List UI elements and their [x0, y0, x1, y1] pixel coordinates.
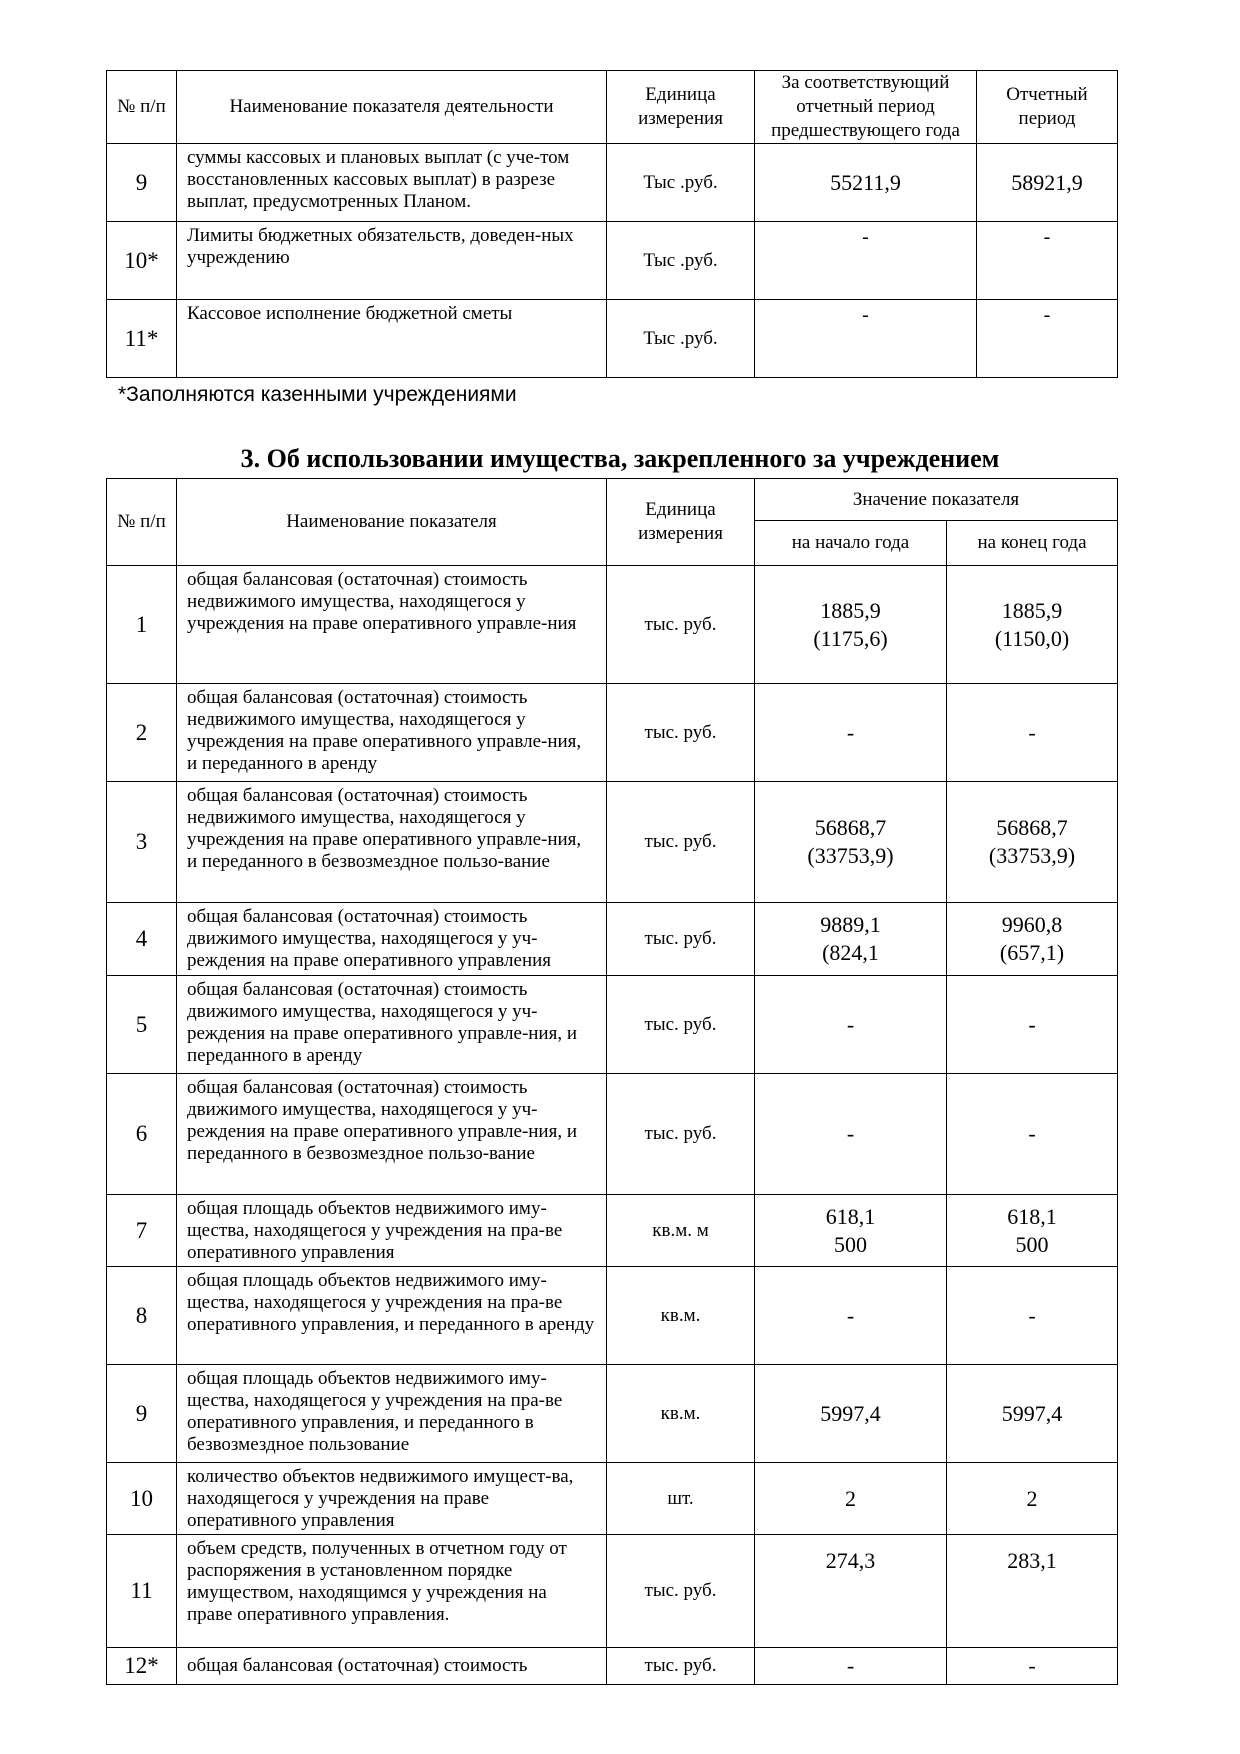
row-end-value	[947, 1267, 1118, 1365]
row-num: 12*	[107, 1648, 177, 1685]
row-num: 7	[107, 1195, 177, 1267]
row-unit: кв.м. м	[607, 1195, 755, 1267]
row-num: 6	[107, 1074, 177, 1195]
row-unit: кв.м.	[607, 1365, 755, 1463]
table-row	[107, 222, 1118, 300]
header-unit: Единица измерения	[607, 71, 755, 144]
row-end-value	[947, 782, 1118, 903]
row-unit: тыс. руб.	[607, 684, 755, 782]
table-row	[107, 903, 1118, 976]
row-name: общая балансовая (остаточная) стоимость движимого имущества, находящегося у уч-реждения на праве оперативного управле-ния, и переданного в безвозмездное пользо-вание	[177, 1074, 607, 1195]
value-line: 9889,1	[820, 912, 881, 937]
value-line: 1885,9	[1001, 597, 1063, 623]
row-unit: Тыс .руб.	[607, 300, 755, 378]
row-num: 1	[107, 566, 177, 684]
value-line: -	[1028, 1011, 1036, 1037]
row-num: 3	[107, 782, 177, 903]
value-line: -	[846, 719, 855, 745]
row-unit: тыс. руб.	[607, 566, 755, 684]
row-start-value	[755, 782, 947, 903]
value-line: -	[846, 1121, 855, 1146]
row-name: общая балансовая (остаточная) стоимость недвижимого имущества, находящегося у учреждения на праве оперативного управле-ния, и переданного в аренду	[177, 684, 607, 782]
value-line: 56868,7	[996, 815, 1068, 840]
value-line: -	[1028, 1121, 1036, 1146]
row-start-value	[755, 903, 947, 976]
header-num: № п/п	[107, 479, 177, 566]
value-line: -	[1028, 1302, 1036, 1328]
row-start-value	[755, 1648, 947, 1685]
value-line: 9960,8	[1001, 912, 1063, 937]
row-end-value	[947, 976, 1118, 1074]
row-start-value	[755, 1267, 947, 1365]
value-line: 500	[834, 1231, 867, 1257]
row-unit: тыс. руб.	[607, 976, 755, 1074]
row-name: общая площадь объектов недвижимого иму-щества, находящегося у учреждения на пра-ве оперативного управления, и переданного в безвозмездное пользование	[177, 1365, 607, 1463]
row-start-value	[755, 566, 947, 684]
value-line: (33753,9)	[988, 843, 1076, 868]
row-name: суммы кассовых и плановых выплат (с уче-том восстановленных кассовых выплат) в разрезе выплат, предусмотренных Планом.	[177, 144, 607, 222]
row-name: общая площадь объектов недвижимого иму-щества, находящегося у учреждения на пра-ве оперативного управления	[177, 1195, 607, 1267]
table-row	[107, 1365, 1118, 1463]
row-unit: тыс. руб.	[607, 782, 755, 903]
row-prev-value: -	[755, 300, 977, 378]
row-name: количество объектов недвижимого имущест-ва, находящегося у учреждения на праве оперативного управления	[177, 1463, 607, 1535]
row-unit: кв.м.	[607, 1267, 755, 1365]
value-line: -	[1028, 719, 1036, 745]
table-row	[107, 684, 1118, 782]
table-row	[107, 782, 1118, 903]
row-start-value	[755, 1074, 947, 1195]
value-line: (1150,0)	[994, 625, 1070, 651]
row-end-value	[947, 1463, 1118, 1535]
row-unit: тыс. руб.	[607, 903, 755, 976]
value-line: 5997,4	[820, 1400, 881, 1426]
value-line: -	[1028, 1653, 1036, 1678]
row-end-value	[947, 1074, 1118, 1195]
table-row	[107, 1195, 1118, 1267]
value-line: -	[846, 1653, 855, 1678]
value-line: (1175,6)	[813, 625, 888, 651]
value-line: -	[846, 1302, 855, 1328]
table-row	[107, 976, 1118, 1074]
header-num: № п/п	[107, 71, 177, 144]
header-end-of-year: на конец года	[947, 521, 1118, 566]
row-end-value	[947, 1195, 1118, 1267]
header-report-period: Отчетный период	[977, 71, 1118, 144]
row-name: общая балансовая (остаточная) стоимость движимого имущества, находящегося у уч-реждения на праве оперативного управления	[177, 903, 607, 976]
row-end-value	[947, 684, 1118, 782]
row-end-value	[947, 1535, 1118, 1648]
row-report-value: -	[977, 222, 1118, 300]
header-value: Значение показателя	[755, 479, 1118, 521]
header-name: Наименование показателя деятельности	[177, 71, 607, 144]
table-row	[107, 1463, 1118, 1535]
table-row	[107, 1074, 1118, 1195]
row-num: 5	[107, 976, 177, 1074]
performance-table	[106, 70, 1118, 378]
row-start-value	[755, 1535, 947, 1648]
row-name: Лимиты бюджетных обязательств, доведен-ных учреждению	[177, 222, 607, 300]
row-num: 10	[107, 1463, 177, 1535]
row-num: 9	[107, 144, 177, 222]
table-row	[107, 1648, 1118, 1685]
table-header-row	[107, 71, 1118, 144]
row-num: 11*	[107, 300, 177, 378]
table-row	[107, 1535, 1118, 1648]
value-line: 1885,9	[820, 597, 881, 623]
value-line: 618,1	[1007, 1203, 1057, 1229]
row-start-value	[755, 1195, 947, 1267]
value-line: 5997,4	[1001, 1400, 1063, 1426]
row-start-value	[755, 1365, 947, 1463]
row-report-value: -	[977, 300, 1118, 378]
table-row	[107, 566, 1118, 684]
value-line: 56868,7	[814, 815, 887, 840]
row-name: Кассовое исполнение бюджетной сметы	[177, 300, 607, 378]
value-line: 283,1	[1007, 1548, 1057, 1573]
value-line: 2	[1026, 1485, 1038, 1511]
table-header-row	[107, 479, 1118, 521]
row-unit: тыс. руб.	[607, 1535, 755, 1648]
row-name: общая балансовая (остаточная) стоимость недвижимого имущества, находящегося у учреждения на праве оперативного управле-ния	[177, 566, 607, 684]
row-num: 4	[107, 903, 177, 976]
value-line: 500	[1015, 1231, 1049, 1257]
value-line: 2	[845, 1485, 856, 1511]
row-prev-value: -	[755, 222, 977, 300]
row-num: 8	[107, 1267, 177, 1365]
value-line: 618,1	[825, 1203, 876, 1229]
header-prev-period: За соответствующий отчетный период предшествующего года	[755, 71, 977, 144]
row-prev-value: 55211,9	[755, 144, 977, 222]
row-unit: тыс. руб.	[607, 1648, 755, 1685]
row-unit: тыс. руб.	[607, 1074, 755, 1195]
property-table	[106, 478, 1118, 1685]
row-name: общая балансовая (остаточная) стоимость	[177, 1648, 607, 1685]
header-start-of-year: на начало года	[755, 521, 947, 566]
row-end-value	[947, 1365, 1118, 1463]
value-line: -	[846, 1011, 855, 1037]
table-row	[107, 1267, 1118, 1365]
row-num: 9	[107, 1365, 177, 1463]
value-line: (33753,9)	[807, 843, 894, 868]
table-row	[107, 144, 1118, 222]
row-num: 11	[107, 1535, 177, 1648]
value-line: (824,1	[822, 940, 879, 965]
row-start-value	[755, 1463, 947, 1535]
row-end-value	[947, 1648, 1118, 1685]
row-name: общая площадь объектов недвижимого иму-щества, находящегося у учреждения на пра-ве оперативного управления, и переданного в аренду	[177, 1267, 607, 1365]
section-title: 3. Об использовании имущества, закрепленного за учреждением	[240, 444, 1000, 473]
value-line: (657,1)	[999, 940, 1065, 965]
row-end-value	[947, 903, 1118, 976]
row-name: общая балансовая (остаточная) стоимость недвижимого имущества, находящегося у учреждения на праве оперативного управле-ния, и переданного в безвозмездное пользо-вание	[177, 782, 607, 903]
value-line: 274,3	[825, 1548, 876, 1573]
row-name: объем средств, полученных в отчетном году от распоряжения в установленном порядке имуществом, находящимся у учреждения на праве оперативного управления.	[177, 1535, 607, 1648]
row-report-value: 58921,9	[977, 144, 1118, 222]
row-unit: шт.	[607, 1463, 755, 1535]
row-unit: Тыс .руб.	[607, 144, 755, 222]
row-end-value	[947, 566, 1118, 684]
footnote: *Заполняются казенными учреждениями	[118, 383, 517, 406]
row-name: общая балансовая (остаточная) стоимость движимого имущества, находящегося у уч-реждения на праве оперативного управле-ния, и переданного в аренду	[177, 976, 607, 1074]
row-num: 10*	[107, 222, 177, 300]
header-name: Наименование показателя	[177, 479, 607, 566]
row-start-value	[755, 976, 947, 1074]
header-unit: Единица измерения	[607, 479, 755, 566]
row-unit: Тыс .руб.	[607, 222, 755, 300]
row-start-value	[755, 684, 947, 782]
table-row	[107, 300, 1118, 378]
row-num: 2	[107, 684, 177, 782]
